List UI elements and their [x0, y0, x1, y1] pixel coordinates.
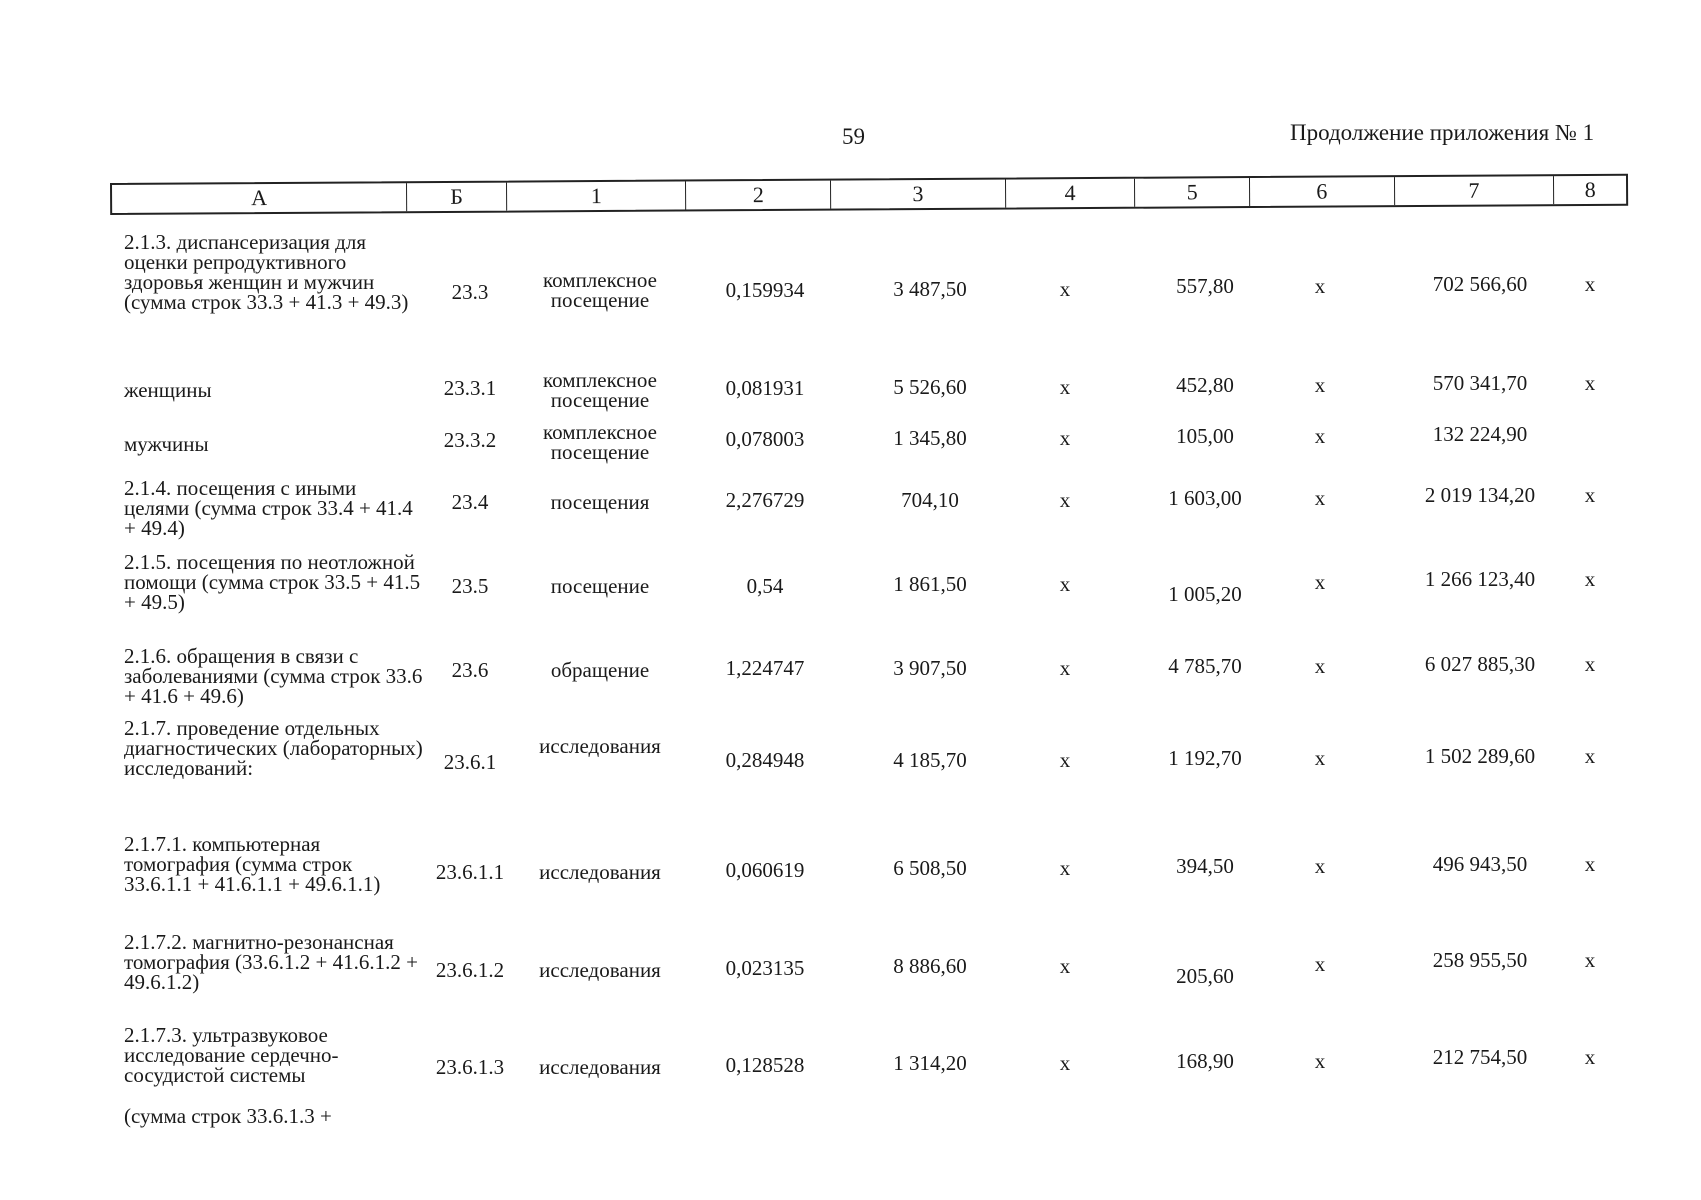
row-col-3: 3 487,50 [893, 277, 967, 301]
row-col-4: х [1059, 856, 1071, 880]
row-col-6: х [1314, 1049, 1326, 1073]
row-col-6: х [1314, 570, 1326, 594]
row-unit: посещение [550, 574, 650, 598]
row-code: 23.6.1.1 [435, 860, 505, 884]
row-col-8: х [1584, 1045, 1596, 1069]
column-header-1: 1 [506, 181, 686, 210]
row-col-5: 4 785,70 [1168, 654, 1242, 678]
row-unit: обращение [550, 658, 650, 682]
column-header-b: Б [406, 183, 506, 212]
row-col-7: 496 943,50 [1432, 852, 1528, 876]
row-code: 23.3.1 [443, 376, 497, 400]
row-col-8: х [1584, 483, 1596, 507]
row-code: 23.6 [451, 658, 489, 682]
row-col-2: 2,276729 [725, 488, 805, 512]
row-col-7: 258 955,50 [1432, 948, 1528, 972]
row-col-3: 704,10 [901, 488, 959, 512]
row-col-7: 1 502 289,60 [1424, 744, 1536, 768]
row-col-7: 570 341,70 [1432, 371, 1528, 395]
row-name: 2.1.4. посещения с иными целями (сумма строк 33.4 + 41.4 + 49.4) [124, 476, 413, 540]
row-unit: исследования [539, 734, 661, 758]
row-col-3: 1 861,50 [893, 572, 967, 596]
row-unit: комплексное посещение [543, 268, 657, 312]
row-col-6: х [1314, 424, 1326, 448]
row-col-2: 1,224747 [725, 656, 805, 680]
row-col-4: х [1059, 1051, 1071, 1075]
column-header-5: 5 [1134, 178, 1249, 207]
row-col-8: х [1584, 852, 1596, 876]
row-col-6: х [1314, 746, 1326, 770]
row-name: мужчины [124, 432, 209, 456]
row-name: 2.1.7.1. компьютерная томография (сумма строк 33.6.1.1 + 41.6.1.1 + 49.6.1.1) [124, 832, 381, 896]
row-col-4: х [1059, 426, 1071, 450]
row-col-7: 132 224,90 [1432, 422, 1528, 446]
row-col-5: 394,50 [1176, 854, 1234, 878]
row-col-5: 105,00 [1176, 424, 1234, 448]
row-col-8: х [1584, 948, 1596, 972]
row-col-3: 4 185,70 [893, 748, 967, 772]
row-name: 2.1.7.2. магнитно-резонансная томография (33.6.1.2 + 41.6.1.2 + 49.6.1.2) [124, 930, 418, 994]
row-code: 23.3.2 [443, 428, 497, 452]
row-col-4: х [1059, 748, 1071, 772]
row-col-5: 557,80 [1176, 274, 1234, 298]
row-col-6: х [1314, 952, 1326, 976]
column-header-a: А [251, 185, 268, 211]
row-name: женщины [124, 378, 212, 402]
row-name: 2.1.7. проведение отдельных диагностических (лабораторных) исследований: [124, 716, 423, 780]
row-col-5: 168,90 [1176, 1049, 1234, 1073]
row-code: 23.4 [451, 490, 489, 514]
column-header-6: 6 [1249, 177, 1394, 206]
row-col-6: х [1314, 274, 1326, 298]
row-col-7: 2 019 134,20 [1424, 483, 1536, 507]
row-col-3: 1 345,80 [893, 426, 967, 450]
row-col-5: 205,60 [1176, 964, 1234, 988]
row-unit: посещения [550, 490, 650, 514]
row-name: 2.1.3. диспансеризация для оценки репродуктивного здоровья женщин и мужчин (сумма строк 33.3 + 41.3 + 49.3) [124, 230, 409, 314]
row-col-7: 702 566,60 [1432, 272, 1528, 296]
row-unit: комплексное посещение [543, 368, 657, 412]
column-header-7: 7 [1394, 176, 1554, 205]
row-code: 23.6.1.3 [435, 1055, 505, 1079]
row-col-6: х [1314, 654, 1326, 678]
row-col-2: 0,023135 [725, 956, 805, 980]
row-name: 2.1.7.3. ультразвуковое исследование сердечно-сосудистой системы [124, 1023, 339, 1087]
row-col-6: х [1314, 486, 1326, 510]
row-col-7: 6 027 885,30 [1424, 652, 1536, 676]
row-col-8: х [1584, 371, 1596, 395]
column-header-2: 2 [685, 181, 830, 210]
row-col-5: 1 192,70 [1168, 746, 1242, 770]
row-code: 23.6.1 [443, 750, 497, 774]
row-col-5: 1 603,00 [1168, 486, 1242, 510]
row-unit: исследования [539, 958, 661, 982]
row-col-2: 0,284948 [725, 748, 805, 772]
row-col-5: 452,80 [1176, 373, 1234, 397]
row-col-3: 3 907,50 [893, 656, 967, 680]
column-header-row [110, 174, 1628, 215]
column-header-3: 3 [830, 180, 1005, 209]
row-code: 23.3 [451, 280, 489, 304]
row-col-2: 0,060619 [725, 858, 805, 882]
row-col-4: х [1059, 954, 1071, 978]
continuation-label: Продолжение приложения № 1 [1290, 120, 1595, 145]
row-col-8: х [1584, 652, 1596, 676]
column-header-4: 4 [1005, 179, 1135, 208]
row-col-2: 0,159934 [725, 278, 805, 302]
row-col-7: 212 754,50 [1432, 1045, 1528, 1069]
row-code: 23.5 [451, 574, 489, 598]
row-col-3: 6 508,50 [893, 856, 967, 880]
row-col-7: 1 266 123,40 [1424, 567, 1536, 591]
row-code: 23.6.1.2 [435, 958, 505, 982]
row-col-4: х [1059, 277, 1071, 301]
row-col-2: 0,128528 [725, 1053, 805, 1077]
row-col-4: х [1059, 488, 1071, 512]
row-name: 2.1.5. посещения по неотложной помощи (сумма строк 33.5 + 41.5 + 49.5) [124, 550, 421, 614]
row-unit: исследования [539, 1055, 661, 1079]
row-col-8: х [1584, 567, 1596, 591]
row-col-2: 0,081931 [725, 376, 805, 400]
row-col-2: 0,54 [746, 574, 784, 598]
row-col-3: 8 886,60 [893, 954, 967, 978]
row-col-4: х [1059, 656, 1071, 680]
page-number: 59 [842, 124, 865, 149]
row-col-4: х [1059, 572, 1071, 596]
row-unit: исследования [539, 860, 661, 884]
row-col-5: 1 005,20 [1168, 582, 1242, 606]
row-col-3: 5 526,60 [893, 375, 967, 399]
row-col-4: х [1059, 375, 1071, 399]
row-col-3: 1 314,20 [893, 1051, 967, 1075]
row-name: 2.1.6. обращения в связи с заболеваниями (сумма строк 33.6 + 41.6 + 49.6) [124, 644, 423, 708]
row-col-8: х [1584, 272, 1596, 296]
column-header-8: 8 [1553, 176, 1626, 204]
row-unit: комплексное посещение [543, 420, 657, 464]
row-col-2: 0,078003 [725, 427, 805, 451]
trailing-text: (сумма строк 33.6.1.3 + [124, 1104, 332, 1128]
row-col-6: х [1314, 854, 1326, 878]
row-col-6: х [1314, 373, 1326, 397]
row-col-8: х [1584, 744, 1596, 768]
